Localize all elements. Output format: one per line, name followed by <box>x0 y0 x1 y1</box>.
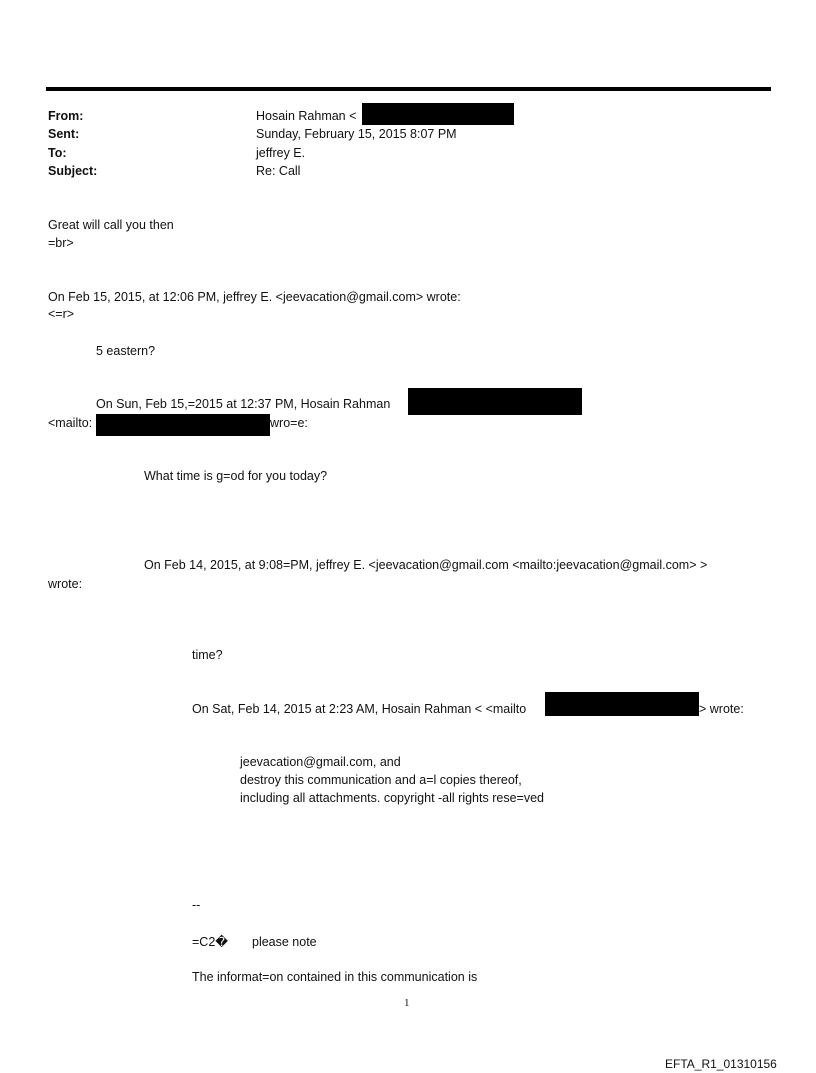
bates-number: EFTA_R1_01310156 <box>665 1057 777 1071</box>
quote2-wrote: wro=e: <box>270 416 308 430</box>
quote2-text: What time is g=od for you today? <box>144 469 328 483</box>
redaction-box <box>545 692 699 716</box>
disclaimer-line: jeevacation@gmail.com, and <box>240 755 401 769</box>
signature-note: please note <box>252 935 317 949</box>
redaction-box <box>362 103 514 125</box>
quote3-wrote: wrote: <box>48 577 83 591</box>
quote4-wrote: > wrote: <box>699 702 744 716</box>
quote2-mailto: <mailto: <box>48 416 93 430</box>
signature-info: The informat=on contained in this communication is <box>192 970 478 984</box>
header-rule <box>46 87 771 91</box>
redaction-box <box>408 388 582 415</box>
from-label: From: <box>48 109 84 123</box>
signature-dashes: -- <box>192 898 201 912</box>
quote1-text: 5 eastern? <box>96 344 156 358</box>
sent-label: Sent: <box>48 127 80 141</box>
subject-value: Re: Call <box>256 164 301 178</box>
signature-encoded-char: =C2� <box>192 935 229 949</box>
quote1-tag: <=r> <box>48 307 75 321</box>
reply-tag: =br> <box>48 236 74 250</box>
disclaimer-line: destroy this communication and a=l copies thereof, <box>240 773 522 787</box>
quote3-intro: On Feb 14, 2015, at 9:08=PM, jeffrey E. <jeevacation@gmail.com <mailto:jeevacation@gmail.com> > <box>144 558 708 572</box>
redaction-box <box>96 414 270 436</box>
from-value: Hosain Rahman < <box>256 109 357 123</box>
to-label: To: <box>48 146 67 160</box>
quote4-intro: On Sat, Feb 14, 2015 at 2:23 AM, Hosain Rahman < <mailto <box>192 702 527 716</box>
disclaimer-line: including all attachments. copyright -all rights rese=ved <box>240 791 544 805</box>
subject-label: Subject: <box>48 164 98 178</box>
quote2-intro: On Sun, Feb 15,=2015 at 12:37 PM, Hosain Rahman <box>96 397 391 411</box>
sent-value: Sunday, February 15, 2015 8:07 PM <box>256 127 457 141</box>
page-number: 1 <box>404 997 410 1009</box>
to-value: jeffrey E. <box>256 146 306 160</box>
reply-text: Great will call you then <box>48 218 174 232</box>
quote1-intro: On Feb 15, 2015, at 12:06 PM, jeffrey E. <jeevacation@gmail.com> wrote: <box>48 290 461 304</box>
quote3-text: time? <box>192 648 223 662</box>
